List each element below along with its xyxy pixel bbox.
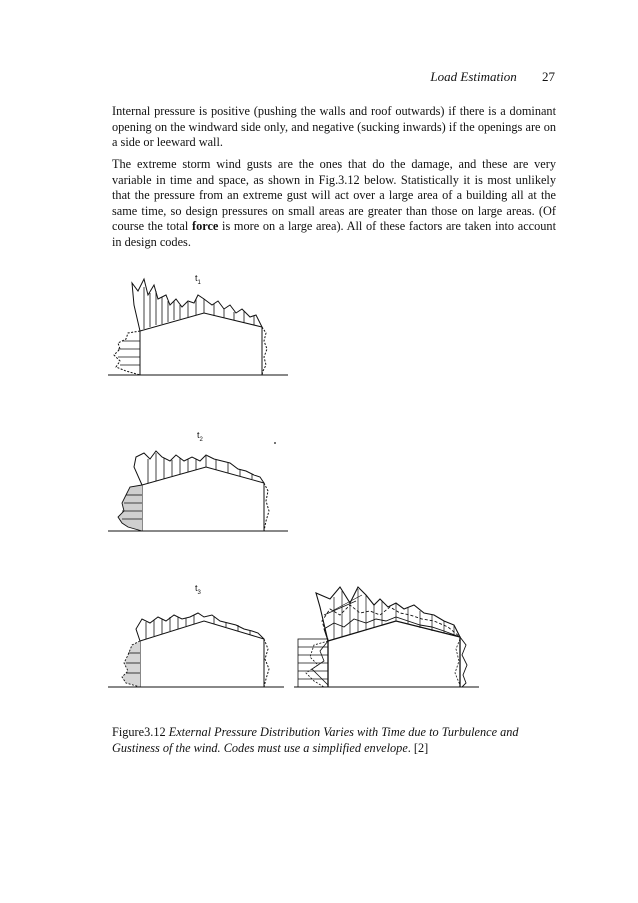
building-outline [142, 467, 264, 531]
label-t3: $t_3$ [195, 583, 201, 596]
roof-envelope-t1 [316, 587, 460, 641]
roof-pressure-envelope [136, 613, 264, 641]
panel-envelope [294, 587, 479, 687]
speck [274, 442, 276, 444]
paragraph-text-b: is more on a large area). All of these factors are taken into account in design codes. [112, 219, 556, 249]
leeward-wall-pressure [264, 483, 269, 531]
panel-t2 [108, 430, 288, 531]
caption-number: Figure3.12 [112, 725, 169, 739]
running-header [430, 69, 555, 85]
paragraph-internal-pressure: Internal pressure is positive (pushing the walls and roof outwards) if there is a dominant opening on the windward side only, and negative (sucking inwards) if the openings are on a side or leeward wall. [112, 104, 556, 150]
bold-term-force: force [191, 219, 219, 234]
panel-t3 [108, 583, 284, 687]
page-number: 27 [542, 69, 555, 84]
paragraph-text-a: The extreme storm wind gusts are the ones that do the damage, and these are very variable in time and space, as shown in Fig.3.12 below. Statistically it is most unlikely that the pressure from an extreme gust will act over a large area of a building all at the same time, so design pressures on small areas are greater than those on large areas. (Of course the total [112, 157, 556, 234]
paragraph-storm-gusts [112, 157, 556, 251]
panel-t1 [108, 273, 288, 375]
roof-envelope-t3 [324, 617, 460, 641]
windward-wall-pressure [122, 641, 140, 687]
leeward-wall-pressure [264, 639, 269, 687]
building-outline [140, 621, 264, 687]
windward-wall-pressure [114, 331, 140, 375]
roof-pressure-envelope [132, 279, 262, 331]
leeward-wall-pressure [262, 327, 267, 375]
leeward-wall-envelope [460, 637, 467, 687]
figure-caption [112, 725, 556, 756]
section-title: Load Estimation [430, 69, 517, 84]
label-t2: $t_2$ [197, 430, 203, 443]
caption-text: External Pressure Distribution Varies with Time due to Turbulence and Gustiness of the wind. Codes must use a simplified envelope [112, 725, 519, 755]
pressure-distribution-figure [104, 265, 484, 695]
windward-wall-pressure [118, 485, 142, 531]
building-outline [328, 621, 460, 687]
caption-reference: . [2] [407, 740, 429, 755]
label-t1: $t_1$ [195, 273, 201, 286]
roof-pressure-envelope [134, 451, 264, 485]
